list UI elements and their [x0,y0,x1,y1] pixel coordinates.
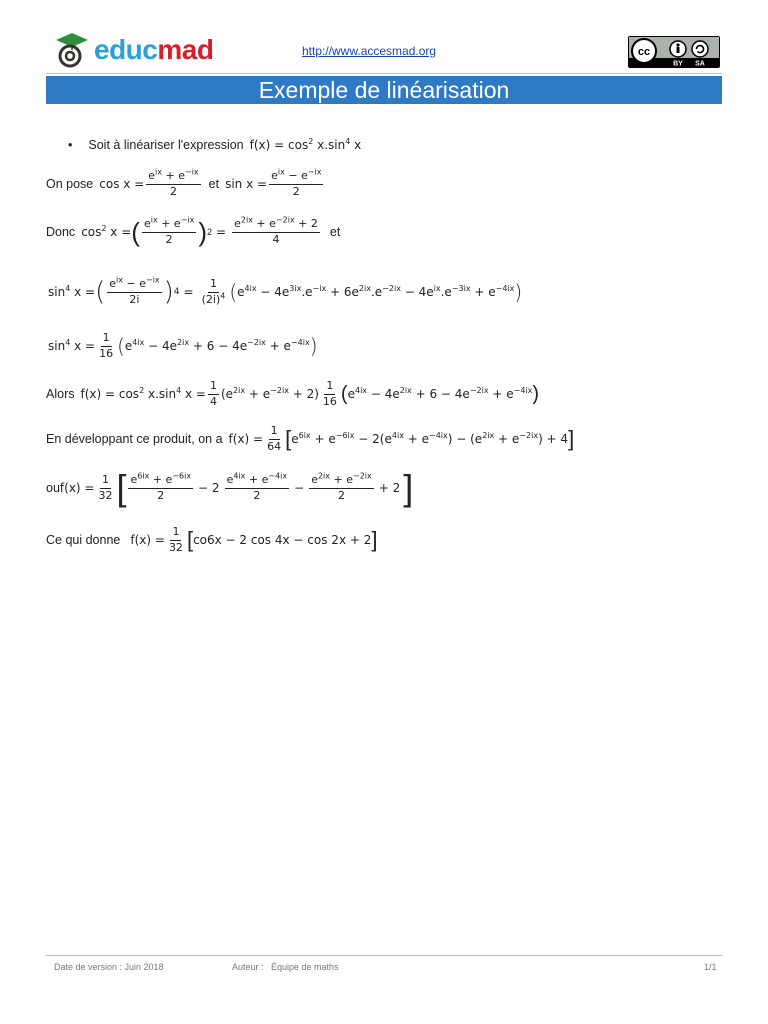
cc-text: cc [637,46,651,58]
accesmad-link[interactable]: http://www.accesmad.org [302,44,437,58]
bullet: • [68,138,73,152]
sin4-expansion: $\sin^4 x$ = ( $\frac{e^{ix} - e^{-ix}}{2i}$ ) 4 = $\frac{1}{(2i)^4}$ ( $e^{4ix} - 4e^{3ix}.e^{-ix} + 6e^{2ix}.e^{-2ix} - 4e^{ix}.e^{-3ix} + e^{-4ix}$ ) [48,275,523,308]
alors-text: Alors [46,387,75,402]
ce-qui-donne-line: Ce qui donne f(x) = $\frac{1}{32}$ [ co6x − 2 cos 4x − cos 2x + 2 ] [46,525,378,554]
educmad-logo [52,28,213,72]
ce-qui-donne-text: Ce qui donne [46,533,121,548]
developpant-line: En développant ce produit, on a f(x) = $\frac{1}{64}$ [ $e^{6ix} + e^{-6ix} - 2(e^{4ix} + e^{-4ix}) - (e^{2ix} + e^{-2ix}) + 4$ ] [46,424,575,453]
ou-text: ou [46,481,60,495]
cc-by-sa-badge [628,36,720,68]
pose-line: On pose cos x = $\frac{e^{ix} + e^{-ix}}{2}$ et sin x = $\frac{e^{ix} - e^{-ix}}{2}$ [46,167,322,198]
alors-line: Alors $f(x) = \cos^2 x.\sin^4$ x = $\frac{1}{4}$ $(e^{2ix} + e^{-2ix} + 2)$ $\frac{1}{16}$ ( $e^{4ix} - 4e^{2ix} + 6 - 4e^{-2ix} + e^{-4ix}$ ) [46,379,540,408]
sin4-result: $\sin^4 x$ = $\frac{1}{16}$ ( $e^{4ix} - 4e^{2ix} + 6 - 4e^{-2ix} + e^{-4ix}$ ) [48,331,318,360]
footer-divider [46,955,722,956]
ou-line: ou f(x) = $\frac{1}{32}$ [ $\frac{e^{6ix} + e^{-6ix}}{2}$ − 2 $\frac{e^{4ix} + e^{-4ix}}{2}$ − $\frac{e^{2ix} + e^{-2ix}}{2}$ + 2 ] [46,467,414,508]
page-title: Exemple de linéarisation [46,76,722,104]
sa-text: SA [695,60,705,68]
intro-line: • Soit à linéariser l'expression $f(x) = \cos^2 x.\sin^4$ x [68,137,362,152]
donc-line: Donc $\cos^2 x$ = ( $\frac{e^{ix} + e^{-ix}}{2}$ ) 2 = $\frac{e^{2ix} + e^{-2ix} + 2}{4}$ et [46,215,341,248]
et-text-2: et [329,225,341,240]
at-graduate-icon [52,30,92,70]
et-text: et [208,177,220,192]
logo-prefix: educ [94,34,158,65]
by-text: BY [673,60,683,68]
logo-suffix: mad [157,34,214,65]
footer-author: Auteur : Équipe de maths [232,962,339,972]
footer-version: Date de version : Juin 2018 [54,962,164,972]
developpant-text: En développant ce produit, on a [46,432,223,447]
logo-wordmark [94,36,213,64]
intro-text: Soit à linéariser l'expression [88,138,244,152]
donc-text: Donc [46,225,76,240]
pose-text: On pose [46,177,94,192]
footer-page: 1/1 [704,962,717,972]
header-divider [46,73,722,74]
